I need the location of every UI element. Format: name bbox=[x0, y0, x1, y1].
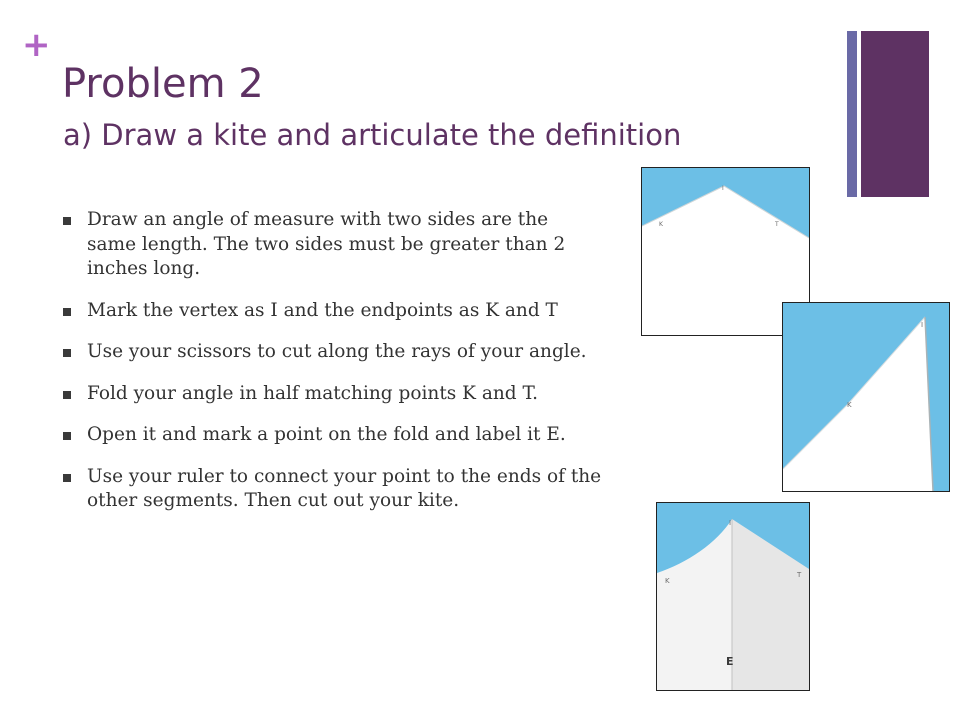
instruction-list bbox=[62, 208, 602, 531]
endpoint-k-label: K bbox=[847, 401, 852, 409]
bullet-square-icon bbox=[63, 474, 71, 482]
list-item bbox=[62, 423, 602, 448]
bullet-square-icon bbox=[63, 391, 71, 399]
list-item bbox=[62, 382, 602, 407]
list-item-text: Use your ruler to connect your point to the ends of the other segments. Then cut out your kite. bbox=[87, 465, 602, 511]
list-item-text: Draw an angle of measure with two sides are the same length. The two sides must be greater than 2 inches long. bbox=[87, 209, 566, 279]
vertex-label: I bbox=[921, 321, 924, 329]
endpoint-k-label: K bbox=[665, 577, 670, 585]
vertex-label: I bbox=[722, 185, 724, 192]
folded-angle-photo-image bbox=[783, 303, 949, 491]
decorative-bar-thin bbox=[847, 31, 857, 197]
list-item bbox=[62, 299, 602, 324]
plus-icon: + bbox=[22, 25, 51, 65]
list-item bbox=[62, 208, 602, 282]
list-item-text: Open it and mark a point on the fold and label it E. bbox=[87, 424, 566, 445]
unfolded-angle-photo bbox=[656, 502, 810, 691]
bullet-square-icon bbox=[63, 217, 71, 225]
bullet-square-icon bbox=[63, 349, 71, 357]
folded-angle-photo bbox=[782, 302, 950, 492]
endpoint-k-label: K bbox=[659, 221, 663, 228]
list-item bbox=[62, 340, 602, 365]
unfolded-angle-photo-image bbox=[657, 503, 809, 690]
slide-title: Problem 2 bbox=[62, 61, 264, 107]
slide-subtitle: a) Draw a kite and articulate the definition bbox=[63, 118, 682, 152]
endpoint-t-label: T bbox=[775, 221, 779, 228]
list-item-text: Fold your angle in half matching points K and T. bbox=[87, 382, 538, 404]
list-item bbox=[62, 465, 602, 514]
list-item-text: Use your scissors to cut along the rays of your angle. bbox=[87, 341, 587, 362]
point-e-label: E bbox=[726, 655, 734, 668]
list-item-text: Mark the vertex as I and the endpoints as K and T bbox=[87, 299, 558, 321]
decorative-bar-thick bbox=[861, 31, 929, 197]
vertex-label: I bbox=[729, 519, 732, 527]
endpoint-t-label: T bbox=[797, 571, 802, 579]
bullet-square-icon bbox=[63, 308, 71, 316]
bullet-square-icon bbox=[63, 432, 71, 440]
